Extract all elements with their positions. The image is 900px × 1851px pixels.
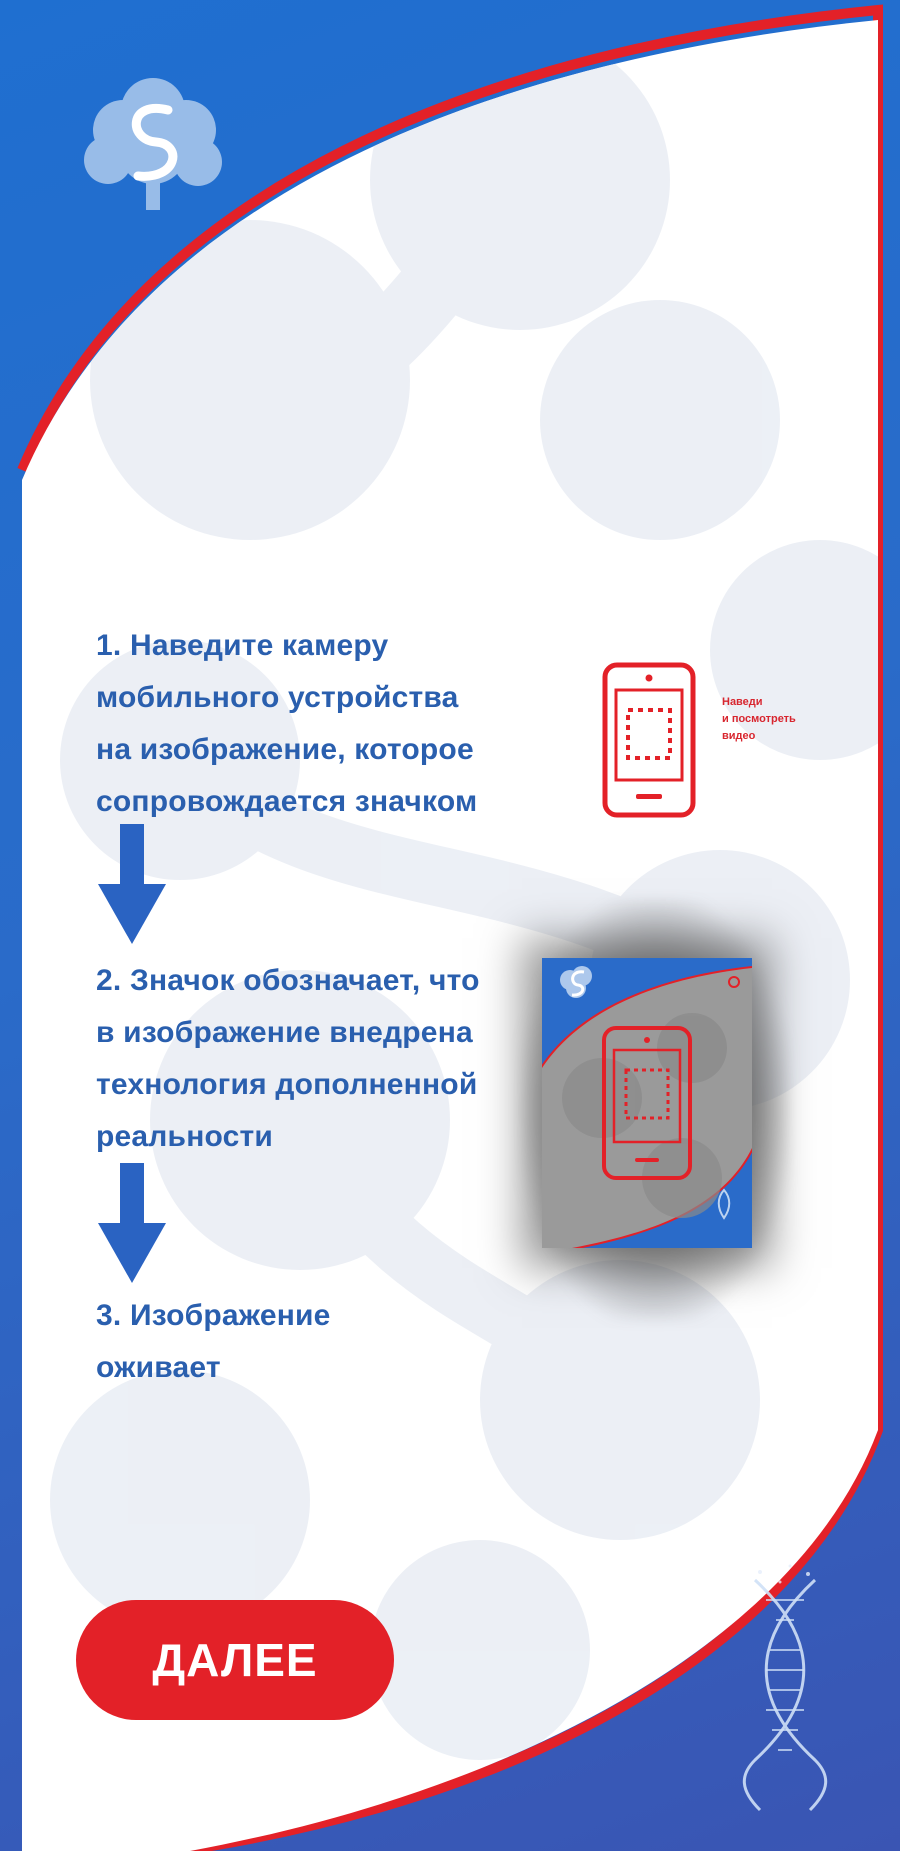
step-3-text: 3. Изображение оживает	[96, 1299, 331, 1384]
step-1-text: 1. Наведите камеру мобильного устройства на изображение, которое сопровождается значком	[96, 629, 478, 818]
ar-preview-card	[542, 958, 752, 1248]
tree-s-logo-icon	[68, 70, 238, 220]
arrow-down-icon	[98, 1163, 166, 1283]
arrow-down-icon	[98, 824, 166, 944]
next-button[interactable]: ДАЛЕЕ	[76, 1600, 394, 1720]
dna-helix-icon	[730, 1560, 840, 1820]
marker-caption: Наведи и посмотреть видео	[722, 696, 796, 742]
phone-scan-icon	[600, 660, 698, 820]
step-2-text: 2. Значок обозначает, что в изображение внедрена технология дополненной реальности	[96, 964, 480, 1153]
